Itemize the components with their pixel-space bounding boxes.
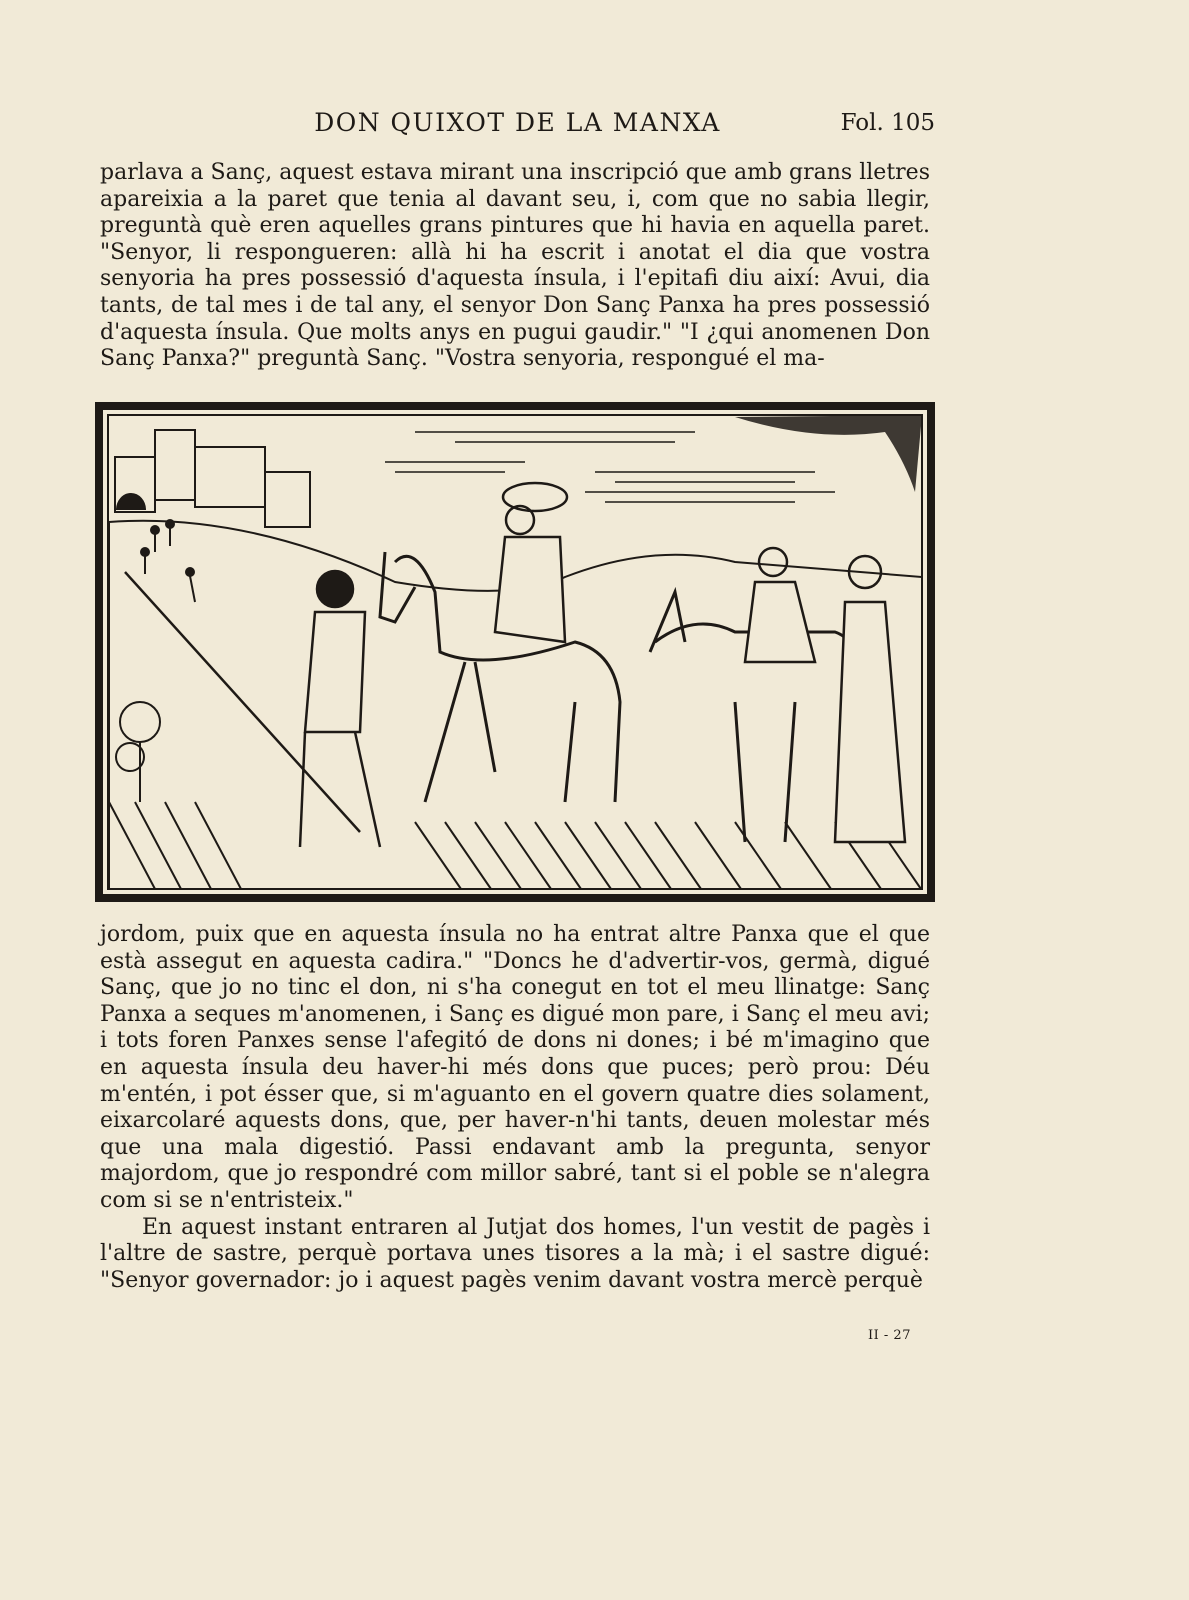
- running-head: [100, 108, 935, 142]
- signature-mark: II - 27: [868, 1328, 911, 1343]
- page-title: DON QUIXOT DE LA MANXA: [314, 108, 721, 137]
- woodcut-illustration: [95, 402, 935, 902]
- paragraph-continued: parlava a Sanç, aquest estava mirant una inscripció que amb grans lletres apareixia a la paret que tenia al davant seu, i, com que no sabia llegir, preguntà què eren aquelles grans pintures que hi havia en aquella paret. "Senyor, li respongueren: allà hi ha escrit i anotat el dia que vostra senyoria ha pres possessió d'aquesta ínsula, i l'epitafi diu així: Avui, dia tants, de tal mes i de tal any, el senyor Don Sanç Panxa ha pres possessió d'aquesta ínsula. Que molts anys en pugui gaudir." "I ¿qui anomenen Don Sanç Panxa?" preguntà Sanç. "Vostra senyoria, respongué el ma-: [100, 160, 930, 372]
- paragraph-continued-majordom: jordom, puix que en aquesta ínsula no ha entrat altre Panxa que el que està assegut en aquesta cadira." "Doncs he d'advertir-vos, germà, digué Sanç, que jo no tinc el don, ni s'ha conegut en tot el meu llinatge: Sanç Panxa a seques m'anomenen, i Sanç es digué mon pare, i Sanç el meu avi; i tots foren Panxes sense l'afegitó de dons ni dones; i bé m'imagino que en aquesta ínsula deu haver-hi més dons que puces; però prou: Déu m'entén, i pot ésser que, si m'aguanto en el govern quatre dies solament, eixarcolaré aquests dons, que, per haver-n'hi tants, deuen molestar més que una mala digestió. Passi endavant amb la pregunta, senyor majordom, que jo respondré com millor sabré, tant si el poble se n'alegra com si se n'entristeix.": [100, 922, 930, 1213]
- text-block-top: [100, 160, 930, 373]
- text-block-bottom: [100, 922, 930, 1294]
- paragraph-new-scene: En aquest instant entraren al Jutjat dos homes, l'un vestit de pagès i l'altre de sastre, perquè portava unes tisores a la mà; i el sastre digué: "Senyor governador: jo i aquest pagès venim davant vostra mercè perquè: [100, 1214, 930, 1293]
- folio-number: Fol. 105: [840, 110, 935, 136]
